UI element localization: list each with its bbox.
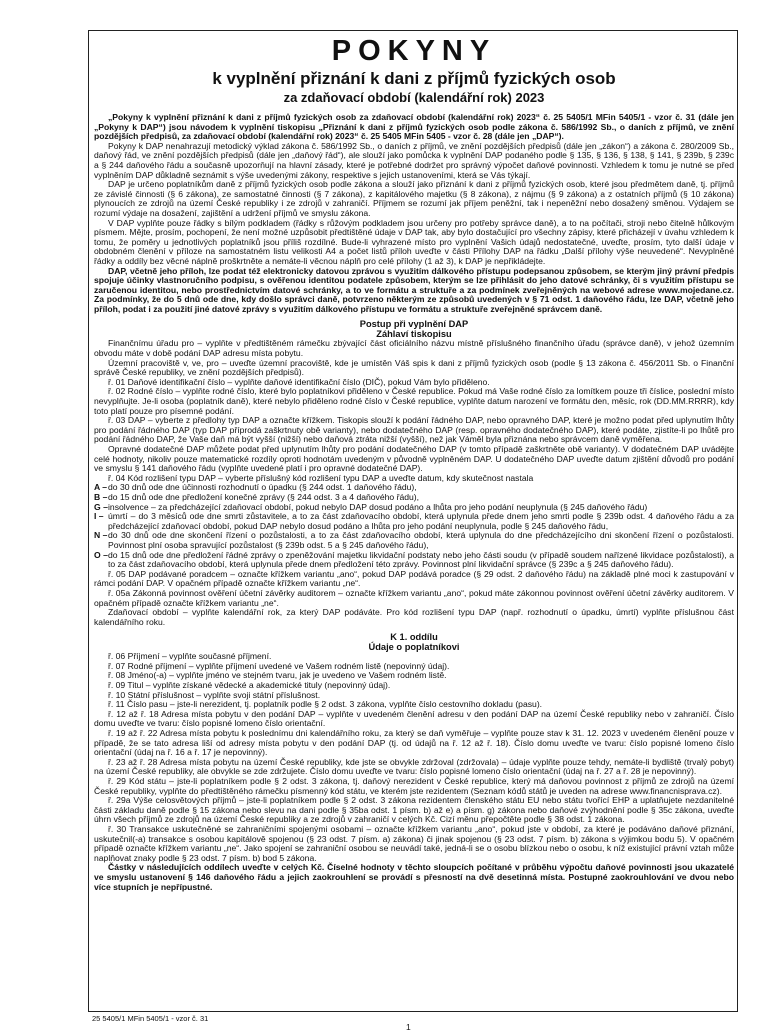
type-code-letter: A – [94,482,108,493]
header-instructions-continued [94,570,734,628]
instruction-paragraph: ř. 12 až ř. 18 Adresa místa pobytu v den podání DAP – vyplňte v uvedeném členění adresu v den podání DAP na území České republiky nebo v zahraničí. Číslo domu uveďte ve tvaru: číslo popisné lomeno číslo orientační. [94,708,734,729]
section-heading-k1: K 1. oddílu [390,632,438,643]
type-code-letter: N – [94,530,108,541]
instruction-paragraph: ř. 29 Kód státu – jste-li poplatníkem podle § 2 odst. 3 zákona, tj. daňový nerezident v České republice, který má daňovou povinnost z příjmů ze zdrojů na území České republiky, vyplňte do předtištěného rámečku písmenný kód státu, ve kterém jste rezidentem (Seznam kódů států je uveden na adrese www.financnisprava.cz). [94,776,734,796]
type-code-item [94,512,734,531]
instruction-paragraph: ř. 03 DAP – vyberte z předlohy typ DAP a označte křížkem. Tiskopis slouží k podání řádného DAP, nebo opravného DAP, které je možno podat před uplynutím lhůty pro podání řádného DAP (typ DAP příprodá zaškrtnuty obě varianty), nebo dodatečného DAP (resp. opravného dodatečného DAP), které podáte, zjistíte-li po lhůtě pro podání řádného DAP, že Vaše daň má být vyšší (nižší) nebo daňová ztráta nižší (vyšší), než jak Váměl byla přiznána nebo správcem daně vyměřena. [94,415,734,445]
type-code-text: insolvence – za předcházející zdaňovací období, pokud nebylo DAP dosud podáno a lhůta pro jeho podání neuplynula (§ 245 daňového řádu) [108,501,648,512]
instruction-paragraph: ř. 04 Kód rozlišení typu DAP – vyberte příslušný kód rozlišení typu DAP a uveďte datum, kdy skutečnost nastala [108,472,534,483]
type-codes-list [94,483,734,569]
instruction-paragraph: ř. 02 Rodné číslo – vyplňte rodné číslo, které bylo poplatníkovi přiděleno v České republice. Pokud má Vaše rodné číslo za lomítkem pouze tři číslice, poslední místo nevyplňujte. Je-li osoba (poplatník daně), které nebylo přiděleno rodné číslo v České republice, vyplňte datum narození ve formátu den, měsíc, rok (DD.MM.RRRR), kdy toto platí pouze pro písemné podání. [94,386,734,416]
type-code-letter: B – [94,491,108,502]
instruction-paragraph: ř. 30 Transakce uskutečněné se zahraničními spojenými osobami – označte křížkem variantu „ano“, pokud jste v období, za které je podáváno daňové přiznání, uskutečnil(-a) transakce s osobou kapitálově spojenou (§ 23 odst. 7 písm. a) zákona) či jinak spojenou (§ 23 odst. 7 písm. b) zákona s výjimkou bodu 5). V opačném případě označte křížkem variantu „ne“. Jako spojení se zahraniční osobou se neuvádí také, jedná-li se o osobu blízkou nebo o osobu, k níž existující právní vztah může naplňovat znaky podle § 23 odst. 7 písm. b) bod 5 zákona. [94,823,734,863]
instruction-paragraph: Zdaňovací období – vyplňte kalendářní rok, za který DAP podáváte. Pro kód rozlišení typu DAP (např. rozhodnutí o úpadku, úmrtí) vyplňte příslušnou část kalendářního roku. [94,607,734,627]
instruction-paragraph: Územní pracoviště v, ve, pro – uveďte územní pracoviště, kde je umístěn Váš spis k dani z příjmů fyzických osob (podle § 13 zákona č. 456/2011 Sb. o Finanční správě České republiky, ve znění pozdějších předpisů). [94,357,734,378]
instruction-paragraph: Částky v následujících oddílech uveďte v celých Kč. Číselné hodnoty v těchto sloupcích počítané v průběhu výpočtu daňové povinnosti jsou ukazatelé ve smyslu ustanovení § 146 daňového řádu a jejich zaokrouhlení se provádí s přesností na dvě desetinná místa. Postupné zaokrouhlování ve dvou nebo více stupních je nepřípustné. [94,862,734,892]
section-subheading-k1: Údaje o poplatníkovi [368,642,460,653]
instruction-paragraph: ř. 10 Státní příslušnost – vyplňte svoji státní příslušnost. [108,689,321,700]
section-subheading: Záhlaví tiskopisu [376,329,452,340]
intro-paragraph: V DAP vyplňte pouze řádky s bílým podkladem (řádky s růžovým podkladem jsou určeny pro potřeby správce daně), a to na počítači, stroji nebo čitelně hůlkovým písmem. Mějte, prosím, pochopení, že není možné uzpůsobit předtištěné údaje v DAP tak, aby bylo dostačující pro všechny zápisy, které přicházejí v úvahu vzhledem k tomu, že poměry u jednotlivých poplatníků jsou příliš rozdílné. Bude-li vyhrazené místo pro vyplnění Vašich údajů nedostatečné, uveďte, prosím, tyto další údaje v obdobném členění v příloze na samostatném listu velikosti A4 a počet listů příloh uveďte v části Přílohy DAP na řádku „Další přílohy výše neuvedené“. Nevyplněné řádky a oddíly bez věcné náplně proškrtněte a nemáte-li věcnou náplň pro celé přílohy (1 až 3), k DAP je nepřikládejte. [94,217,734,266]
intro-section [94,113,734,314]
instruction-paragraph: Finančnímu úřadu pro – vyplňte v předtištěném rámečku zbývající část oficiálního názvu místně příslušného finančního úřadu (správce daně), v jehož územním obvodu máte v době podání DAP adresu místa pobytu. [94,338,734,359]
type-code-text: úmrtí – do 3 měsíců ode dne smrti zůstavitele, a to za část zdaňovacího období, která uplynula přede dnem jeho smrti podle § 239b odst. 4 daňového řádu a za předcházející zdaňovací období, pokud DAP nebylo dosud podáno a lhůta pro jeho podání neuplynula, podle § 245 daňového řádu, [108,511,734,531]
instruction-paragraph: ř. 09 Titul – vyplňte získané vědecké a akademické tituly (nepovinný údaj). [108,680,391,691]
intro-paragraph: DAP, včetně jeho příloh, lze podat též elektronicky datovou zprávou s využitím dálkového přístupu podepsanou způsobem, se kterým jiný právní předpis spojuje účinky vlastnoručního podpisu, s ověřenou identitou podatele způsobem, kterým se lze přihlásit do jeho datové schránky, či s využitím přístupu se zaručenou identitou, nebo prostřednictvím datové schránky, a to ve formátu a struktuře a za podmínek zveřejněných na webové adrese www.mojedane.cz. Za podmínky, že do 5 dnů ode dne, kdy došlo správci daně, potvrzeno některým ze způsobů uvedených v § 71 odst. 1 daňového řádu, lze DAP, včetně jeho příloh, podat i za použití jiné datové zprávy s využitím dálkového přístupu ve formátu a struktuře zveřejněné správcem daně. [94,265,734,314]
type-code-letter: G – [94,501,108,512]
page-subtitle: k vyplnění přiznání k dani z příjmů fyzických osob [212,69,616,88]
document [94,36,734,892]
document-body [94,113,734,892]
instruction-paragraph: ř. 23 až ř. 28 Adresa místa pobytu na území České republiky, kde jste se obvykle zdržoval (zdržovala) – údaje vyplňte pouze tehdy, nemáte-li bydliště (trvalý pobyt) na území České republiky, ale obvykle se zde zdržujete. Číslo domu uveďte ve tvaru: číslo popisné lomeno číslo orientační (údaj na ř. 27 a ř. 28 je nepovinný). [94,756,734,777]
type-code-text: do 30 dnů ode dne skončení řízení o pozůstalosti, a to za část zdaňovacího období, která uplynula do dne předcházejícího dni skončení řízení o pozůstalosti. Povinnost plní osoba spravující pozůstalost (§ 239b odst. 5 a § 245 daňového řádu), [108,530,734,550]
instruction-paragraph: ř. 05a Zákonná povinnost ověření účetní závěrky auditorem – označte křížkem variantu „ano“, pokud máte zákonnou povinnost ověření účetní závěrky auditorem. V opačném případě označte křížkem variantu „ne“. [94,587,734,608]
instruction-paragraph: ř. 11 Číslo pasu – jste-li nerezident, tj. poplatník podle § 2 odst. 3 zákona, vyplňte číslo cestovního dokladu (pasu). [108,699,543,710]
instruction-paragraph: Opravné dodatečné DAP můžete podat před uplynutím lhůty pro podání dodatečného DAP (v tomto případě zaškrtněte obě varianty). V dodatečném DAP uvádějte celé hodnoty, nikoliv pouze matematické rozdíly oproti hodnotám uvedeným v původně vyplněném DAP. U dodatečného DAP uveďte datum zjištění důvodů pro podání ve smyslu § 141 daňového řádu (vyplňte uvedené platí i pro opravné dodatečné DAP). [94,444,734,474]
intro-paragraph: DAP je určeno poplatníkům daně z příjmů fyzických osob podle zákona a slouží jako přiznání k dani z příjmů fyzických osob, které jsou předmětem daně, tj. příjmů ze závislé činnosti (§ 6 zákona), ze samostatné činnosti (§ 7 zákona), z kapitálového majetku (§ 8 zákona), z nájmu (§ 9 zákona) a z ostatních příjmů (§ 10 zákona) plynoucích ze zdrojů na území České republiky i ze zdrojů v zahraničí. Příjmem se rozumí jak příjem peněžní, tak i nepeněžní nebo dosažený směnou. Výdajem se rozumí výdaje na dosažení, zajištění a udržení příjmů ve smyslu zákona. [94,179,734,218]
instruction-paragraph: ř. 06 Příjmení – vyplňte současné příjmení. [108,651,272,662]
type-code-item [94,531,734,550]
instruction-paragraph: ř. 19 až ř. 22 Adresa místa pobytu k poslednímu dni kalendářního roku, za který se daň vyměřuje – vyplňte pouze stav k 31. 12. 2023 v uvedeném členění pouze v případě, že se tato adresa liší od adresy místa pobytu v den podání DAP (tj. od údajů na ř. 12 až ř. 18). Číslo domu uveďte ve tvaru: číslo popisné lomeno číslo orientační (údaj na ř. 16 a ř. 17 je nepovinný). [94,728,734,758]
page-number: 1 [406,1022,411,1032]
instruction-paragraph: ř. 05 DAP podávané poradcem – označte křížkem variantu „ano“, pokud DAP podává poradce (§ 29 odst. 2 daňového řádu) na základě plné moci k zastupování v rámci podání DAP. V opačném případě označte křížkem variantu „ne“. [94,568,734,589]
page-title: POKYNY [331,35,497,67]
instruction-paragraph: ř. 08 Jméno(-a) – vyplňte jméno ve stejném tvaru, jak je uvedeno ve Vašem rodném listě. [108,670,447,681]
section-heading: Postup při vyplnění DAP [359,319,469,330]
tax-period: za zdaňovací období (kalendářní rok) 2023 [283,90,545,105]
type-code-text: do 30 dnů ode dne účinnosti rozhodnutí o úpadku (§ 244 odst. 1 daňového řádu), [108,482,417,493]
intro-paragraph: Pokyny k DAP nenahrazují metodický výklad zákona č. 586/1992 Sb., o daních z příjmů, ve znění pozdějších předpisů (dále jen „zákon“) a zákona č. 280/2009 Sb., daňový řád, ve znění pozdějších předpisů (dále jen „daňový řád“), ale slouží jako pomůcka k vyplnění DAP podaného podle § 135, § 136, § 138, § 141, § 239b, § 239c a § 244 daňového řádu a současně upozorňují na hlavní zásady, které je potřebné dodržet pro správný výpočet daňové povinnosti. Vzhledem k tomu je nutné se před vyplněním DAP důkladně seznámit s výše uvedenými zákony, respektive s jejich ustanoveními, která se Vás týkají. [94,140,734,180]
instruction-paragraph: ř. 01 Daňové identifikační číslo – vyplňte daňové identifikační číslo (DIČ), pokud Vám bylo přiděleno. [108,376,490,387]
instruction-paragraph: ř. 07 Rodné příjmení – vyplňte příjmení uvedené ve Vašem rodném listě (nepovinný údaj). [108,660,450,671]
type-code-letter: I – [94,511,104,522]
form-code: 25 5405/1 MFin 5405/1 - vzor č. 31 [92,1014,209,1023]
type-code-letter: O – [94,549,108,560]
instruction-paragraph: ř. 29a Výše celosvětových příjmů – jste-li poplatníkem podle § 2 odst. 3 zákona rezidentem členského státu EU nebo státu tvořící EHP a uplatňujete nezdanitelné části základu daně podle § 15 zákona nebo slevu na dani podle § 35ba odst. 1 písm. b) až e) a písm. g) zákona nebo daňové zvýhodnění podle § 35c zákona, uveďte úhrn všech příjmů ze zdrojů na území České republiky a ze zdrojů v zahraničí v celých Kč. Cizí měnu přepočtěte podle § 38 odst. 1 zákona. [94,795,734,825]
header-instructions [94,339,734,483]
type-code-text: do 15 dnů ode dne předložení řádné zprávy o zpeněžování majetku likvidační podstaty nebo jeho části soudu (v případě soudem nařízené likvidace pozůstalosti), a to za část zdaňovacího období, která uplynula přede dnem předložení této zprávy. Povinnost plní likvidační správce (§ 239c a § 245 daňového řádu). [108,549,734,570]
intro-paragraph: „Pokyny k vyplnění přiznání k dani z příjmů fyzických osob za zdaňovací období (kalendářní rok) 2023“ č. 25 5405/1 MFin 5405/1 - vzor č. 31 (dále jen „Pokyny k DAP“) jsou návodem k vyplnění tiskopisu „Přiznání k dani z příjmů fyzických osob podle zákona č. 586/1992 Sb., o daních z příjmů, ve znění pozdějších předpisů, za zdaňovací období (kalendářní rok) 2023“ č. 25 5405 MFin 5405 - vzor č. 28 (dále jen „DAP“). [94,112,734,142]
type-code-item [94,551,734,570]
taxpayer-instructions [94,652,734,892]
type-code-text: do 15 dnů ode dne předložení konečné zprávy (§ 244 odst. 3 a 4 daňového řádu), [108,491,420,502]
